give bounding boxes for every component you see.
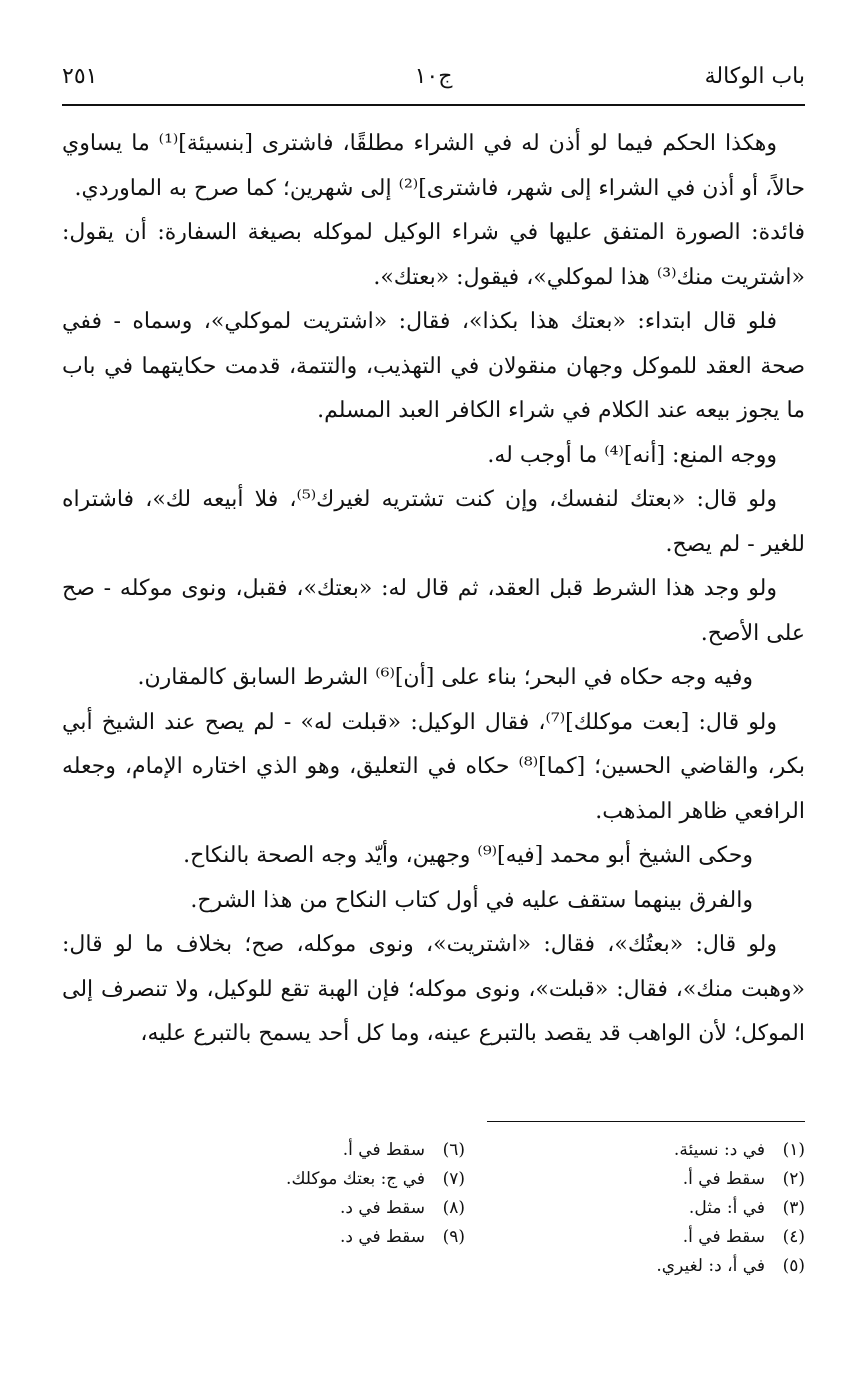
main-text: [62, 122, 805, 1057]
footnote-number: (٩): [442, 1227, 465, 1247]
footnote-number: (٤): [782, 1227, 805, 1247]
footnote-number: (٦): [442, 1140, 465, 1160]
chapter-title: باب الوكالة: [704, 64, 805, 89]
footnote-text: في ج: بعتك موكلك.: [286, 1169, 425, 1189]
volume-label: ج١٠: [414, 64, 453, 89]
footnote: [475, 1136, 805, 1165]
page-number: ٢٥١: [62, 64, 98, 89]
footnote-number: (٥): [782, 1256, 805, 1276]
footnote-number: (٧): [442, 1169, 465, 1189]
paragraph: ولو وجد هذا الشرط قبل العقد، ثم قال له: «بعتك»، فقبل، ونوى موكله - صح على الأصح.: [62, 576, 805, 646]
footnote: [475, 1223, 805, 1252]
footnote-text: في د: نسيئة.: [673, 1140, 765, 1160]
footnote: [475, 1194, 805, 1223]
footnote: [165, 1194, 465, 1223]
header-rule: [62, 104, 805, 106]
running-header: [62, 62, 805, 96]
footnote-number: (١): [782, 1140, 805, 1160]
footnote: [165, 1165, 465, 1194]
paragraph: ولو قال: [بعت موكلك]⁽⁷⁾، فقال الوكيل: «قبلت له» - لم يصح عند الشيخ أبي بكر، والقاضي الحسين؛ [كما]⁽⁸⁾ حكاه في التعليق، وهو الذي اختاره الإمام، وجعله الرافعي ظاهر المذهب.: [62, 709, 805, 824]
paragraph: فائدة: الصورة المتفق عليها في شراء الوكيل لموكله بصيغة السفارة: أن يقول: «اشتريت منك⁽³⁾ هذا لموكلي»، فيقول: «بعتك».: [62, 220, 805, 290]
footnote: [475, 1252, 805, 1281]
paragraph: والفرق بينهما ستقف عليه في أول كتاب النكاح من هذا الشرح.: [190, 887, 753, 913]
footnote: [165, 1223, 465, 1252]
paragraph: ولو قال: «بعتُك»، فقال: «اشتريت»، ونوى موكله، صح؛ بخلاف ما لو قال: «وهبت منك»، فقال: «قبلت»، ونوى موكله؛ فإن الهبة تقع للوكيل، ولا تنصرف إلى الموكل؛ لأن الواهب قد يقصد بالتبرع عينه، وما كل أحد يسمح بالتبرع عليه،: [62, 932, 805, 1046]
paragraph: فلو قال ابتداء: «بعتك هذا بكذا»، فقال: «اشتريت لموكلي»، وسماه - ففي صحة العقد للموكل وجهان منقولان في التهذيب، والتتمة، قدمت حكايتهما في باب ما يجوز بيعه عند الكلام في شراء الكافر العبد المسلم.: [62, 309, 805, 423]
footnote-number: (٣): [782, 1198, 805, 1218]
paragraph: وهكذا الحكم فيما لو أذن له في الشراء مطلقًا، فاشترى [بنسيئة]⁽¹⁾ ما يساوي حالاً، أو أذن في الشراء إلى شهر، فاشترى]⁽²⁾ إلى شهرين؛ كما صرح به الماوردي.: [62, 131, 805, 201]
footnote-rule: [487, 1121, 805, 1122]
footnote-text: سقط في أ.: [682, 1227, 765, 1247]
footnote-text: في أ: مثل.: [688, 1198, 765, 1218]
paragraph: ووجه المنع: [أنه]⁽⁴⁾ ما أوجب له.: [487, 442, 777, 468]
footnote-number: (٢): [782, 1169, 805, 1189]
footnote-text: سقط في د.: [339, 1198, 425, 1218]
footnote: [475, 1165, 805, 1194]
footnote-text: في أ، د: لغيري.: [656, 1256, 765, 1276]
footnotes-column-left: [165, 1136, 465, 1252]
footnote-text: سقط في أ.: [342, 1140, 425, 1160]
footnote-text: سقط في د.: [339, 1227, 425, 1247]
footnotes-column-right: [475, 1136, 805, 1281]
paragraph: وفيه وجه حكاه في البحر؛ بناء على [أن]⁽⁶⁾ الشرط السابق كالمقارن.: [137, 665, 753, 690]
footnote: [165, 1136, 465, 1165]
paragraph: وحكى الشيخ أبو محمد [فيه]⁽⁹⁾ وجهين، وأيّد وجه الصحة بالنكاح.: [183, 843, 753, 868]
paragraph: ولو قال: «بعتك لنفسك، وإن كنت تشتريه لغيرك⁽⁵⁾، فلا أبيعه لك»، فاشتراه للغير - لم يصح.: [62, 487, 805, 557]
footnote-text: سقط في أ.: [682, 1169, 765, 1189]
footnote-number: (٨): [442, 1198, 465, 1218]
